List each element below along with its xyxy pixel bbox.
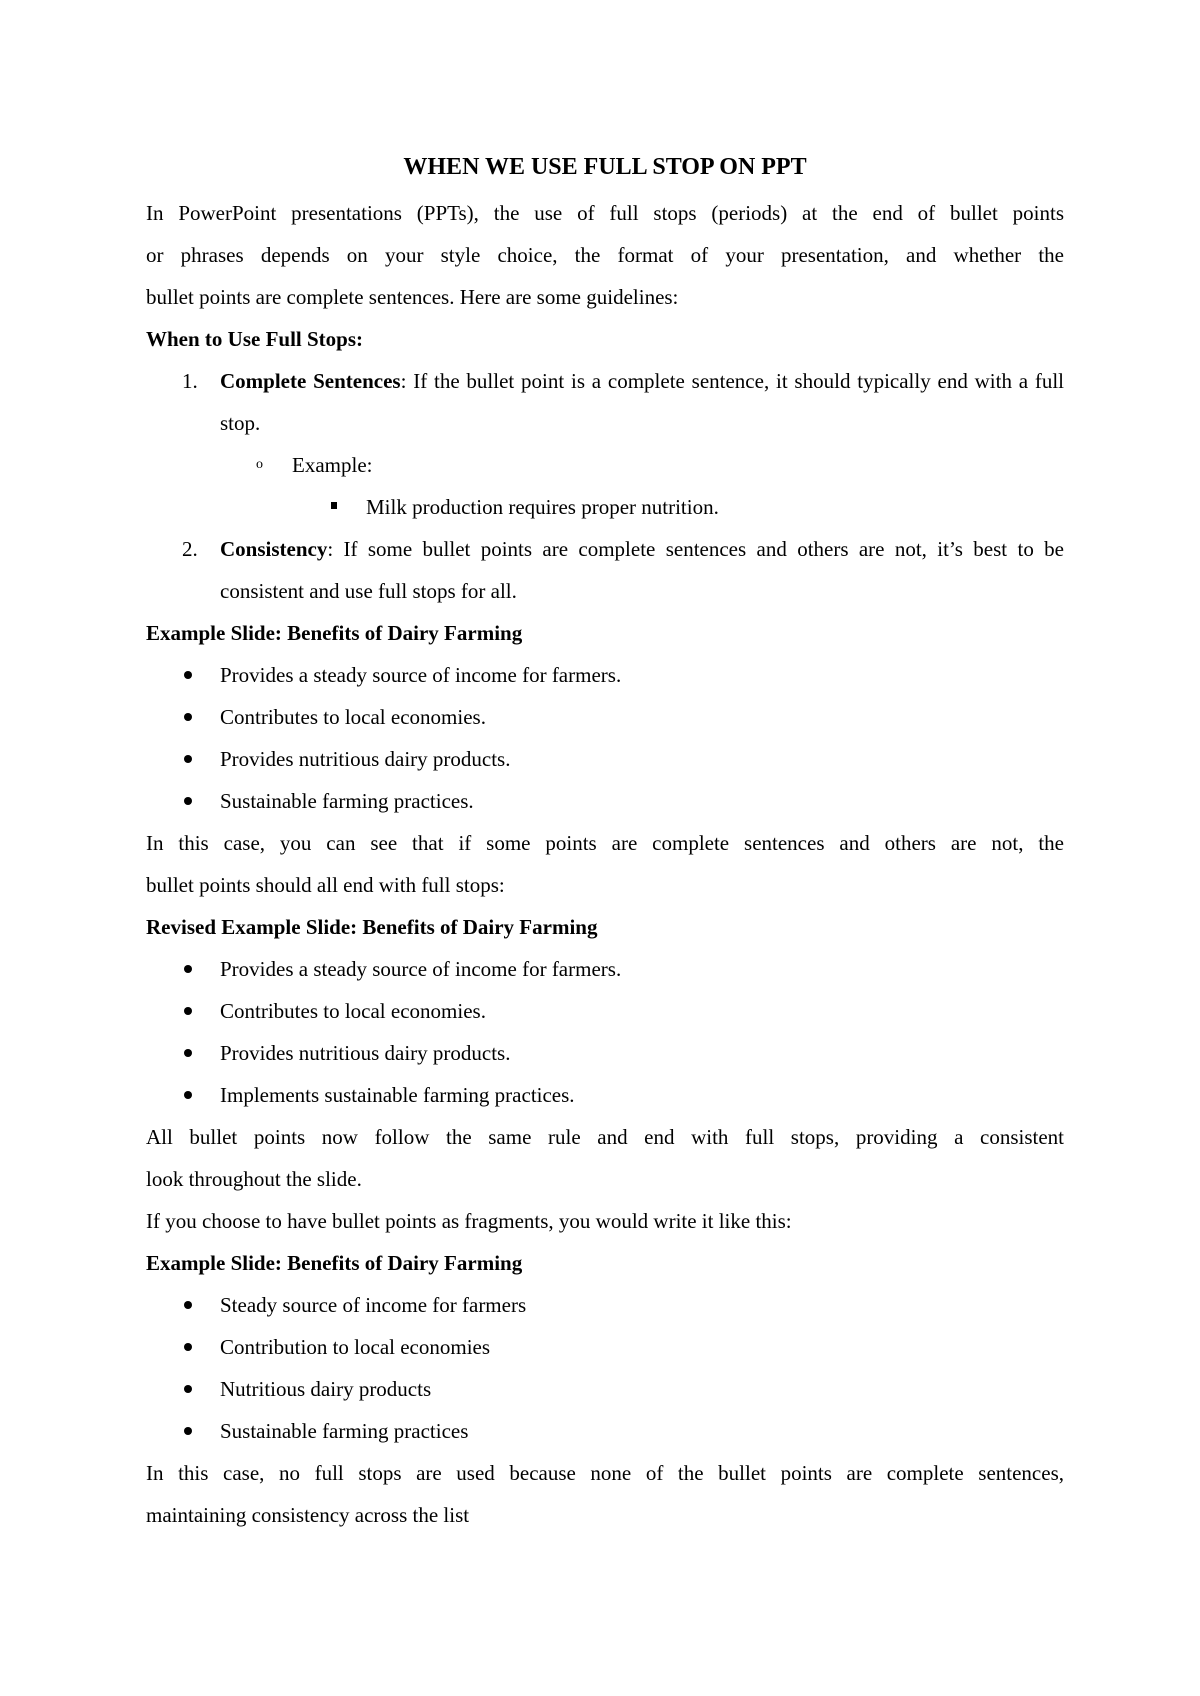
list-item [146,990,1064,1032]
paragraph-1-line-1: In this case, you can see that if some points are complete sentences and others are not, the [146,831,1064,855]
list-item [146,696,1064,738]
paragraph-4-line-1: In this case, no full stops are used because none of the bullet points are complete sentences, [146,1461,1064,1485]
list-item [146,1410,1064,1452]
list-item-text: Nutritious dairy products [220,1377,432,1401]
bullet-icon [184,1007,192,1015]
list-item-text: Contributes to local economies. [220,705,486,729]
item-text: : If some bullet points are complete sentences and others are not, it’s best to be consistent and use full stops for all. [220,537,1064,603]
paragraph-1-line-2: bullet points should all end with full stops: [146,873,505,897]
sub-sub-item-text: Milk production requires proper nutrition. [366,495,719,519]
list-item-text: Implements sustainable farming practices. [220,1083,575,1107]
list-item [146,948,1064,990]
list-item-text: Provides nutritious dairy products. [220,1041,511,1065]
list-item [146,1368,1064,1410]
list-item-text: Provides a steady source of income for farmers. [220,957,622,981]
bullet-icon [184,797,192,805]
bullet-icon [184,1427,192,1435]
document-body [146,146,1064,1536]
bullet-icon [184,1301,192,1309]
bullet-icon [184,1385,192,1393]
list-item [146,1284,1064,1326]
list-item [146,1326,1064,1368]
example-heading-2: Revised Example Slide: Benefits of Dairy Farming [146,915,598,939]
list-item-text: Contribution to local economies [220,1335,491,1359]
list-number: 1. [182,369,198,393]
item-text: : If the bullet point is a complete sentence, it should typically end with a full stop. [220,369,1064,435]
bullet-icon [184,1091,192,1099]
bullet-icon [184,713,192,721]
sub-item-label: Example: [292,453,373,477]
item-term: Complete Sentences [220,369,401,393]
list-item-text: Provides a steady source of income for farmers. [220,663,622,687]
circle-bullet-icon: o [256,457,263,472]
bullet-icon [184,755,192,763]
bullet-icon [184,1049,192,1057]
paragraph-3: If you choose to have bullet points as fragments, you would write it like this: [146,1209,792,1233]
list-item-text: Contributes to local economies. [220,999,486,1023]
list-item [146,654,1064,696]
list-item [146,1074,1064,1116]
list-item [146,738,1064,780]
intro-line-2: or phrases depends on your style choice, the format of your presentation, and whether the [146,243,1064,267]
numbered-item-2 [146,528,1064,612]
bullet-icon [184,671,192,679]
bullet-icon [184,965,192,973]
list-item [146,780,1064,822]
sub-sub-list-item [146,486,1064,528]
numbered-item-1 [146,360,1064,444]
example-heading-1: Example Slide: Benefits of Dairy Farming [146,621,523,645]
paragraph-2-line-2: look throughout the slide. [146,1167,362,1191]
bullet-icon [184,1343,192,1351]
list-item-text: Sustainable farming practices. [220,789,474,813]
intro-line-3: bullet points are complete sentences. Here are some guidelines: [146,285,679,309]
list-number: 2. [182,537,198,561]
list-item-text: Sustainable farming practices [220,1419,469,1443]
intro-line-1: In PowerPoint presentations (PPTs), the use of full stops (periods) at the end of bullet points [146,201,1064,225]
list-item-text: Provides nutritious dairy products. [220,747,511,771]
paragraph-2-line-1: All bullet points now follow the same rule and end with full stops, providing a consistent [146,1125,1064,1149]
list-item [146,1032,1064,1074]
list-item-text: Steady source of income for farmers [220,1293,527,1317]
example-heading-3: Example Slide: Benefits of Dairy Farming [146,1251,523,1275]
paragraph-4-line-2: maintaining consistency across the list [146,1503,470,1527]
page-title: WHEN WE USE FULL STOP ON PPT [403,154,807,180]
item-term: Consistency [220,537,328,561]
section-heading-when: When to Use Full Stops: [146,327,364,351]
square-bullet-icon [331,502,337,509]
sub-list-item [146,444,1064,486]
